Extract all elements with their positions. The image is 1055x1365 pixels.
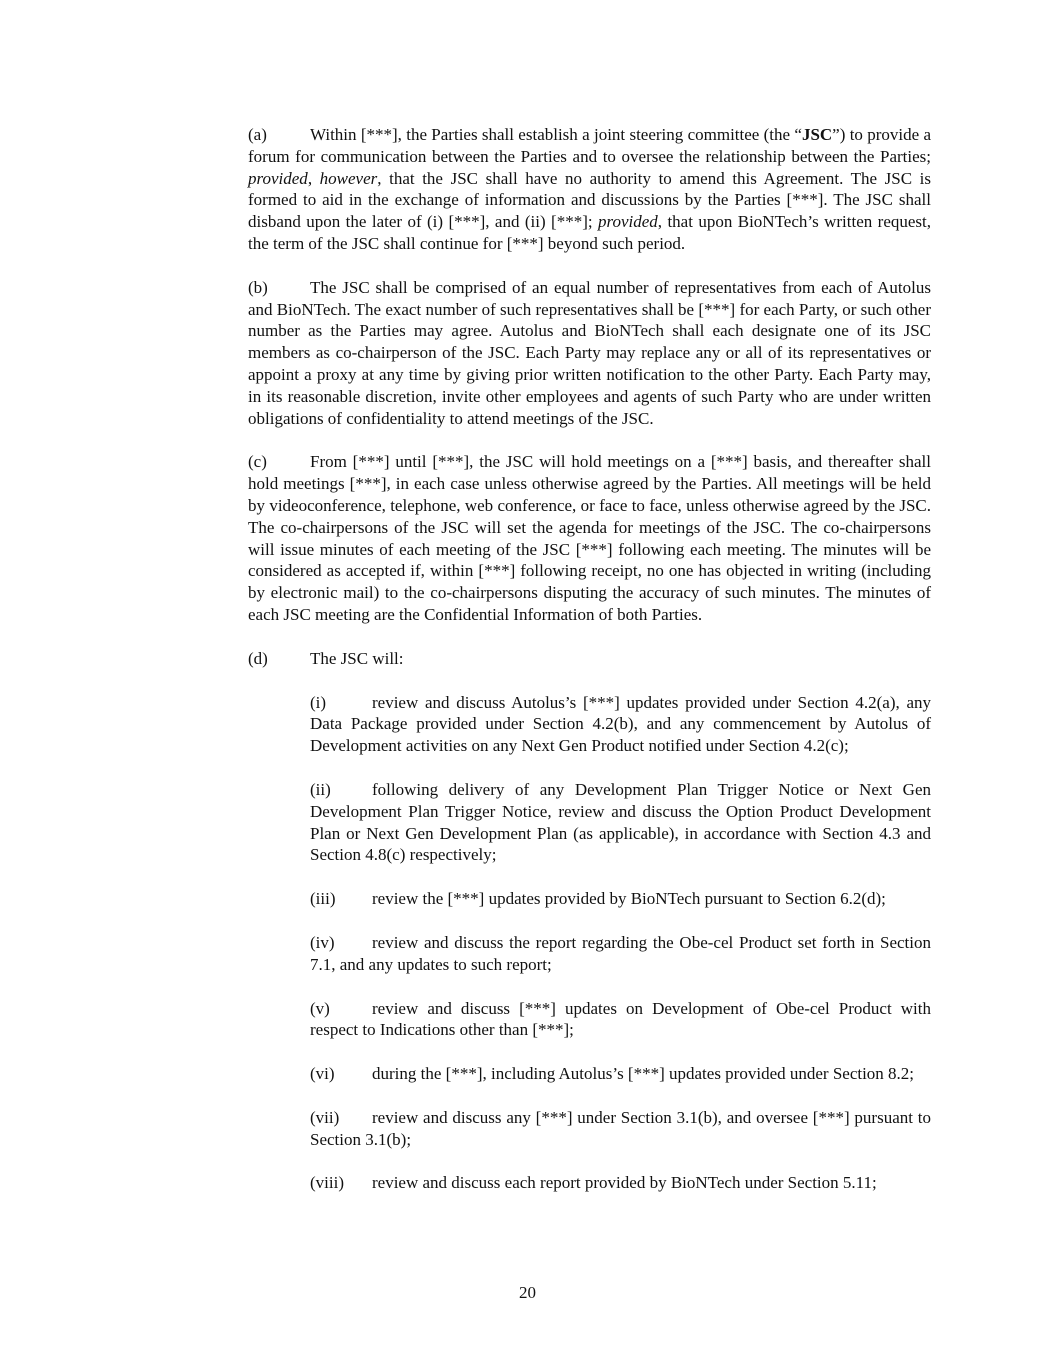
paragraph-a-label: (a) — [248, 125, 267, 144]
list-item-label: (viii) — [310, 1173, 344, 1193]
defined-term-jsc: JSC — [801, 125, 833, 144]
paragraph-d-label: (d) — [248, 648, 268, 668]
list-item-text: review and discuss Autolus’s [***] updates provided under Section 4.2(a), any Data Package provided under Section 4.2(b), and any commencement by Autolus of Development activities on any Next Gen Product notified under Section 4.2(c); — [310, 692, 931, 756]
paragraph-a-comma: , — [307, 168, 320, 188]
list-item-viii — [124, 1172, 931, 1194]
paragraph-a-text-2: ”) to provide a forum for communication between the Parties and to oversee the relationship between the Parties; — [248, 125, 932, 166]
list-item-text: review and discuss any [***] under Section 3.1(b), and oversee [***] pursuant to Section 3.1(b); — [310, 1107, 931, 1149]
list-item-iii — [124, 888, 931, 910]
list-item-text: during the [***], including Autolus’s [***] updates provided under Section 8.2; — [372, 1064, 915, 1084]
list-item-vi — [124, 1063, 931, 1085]
list-item-iv — [124, 932, 931, 976]
list-item-vii — [124, 1107, 931, 1151]
list-item-text: review and discuss the report regarding the Obe-cel Product set forth in Section 7.1, and any updates to such report; — [310, 932, 931, 974]
list-item-text: following delivery of any Development Plan Trigger Notice or Next Gen Development Plan Trigger Notice, review and discuss the Option Product Development Plan or Next Gen Development Plan (as applicable), in accordance with Section 4.3 and Section 4.8(c) respectively; — [310, 779, 931, 865]
list-item-text: review and discuss each report provided by BioNTech under Section 5.11; — [372, 1173, 877, 1193]
paragraph-c-label: (c) — [248, 452, 267, 472]
paragraph-c-text: From [***] until [***], the JSC will hold meetings on a [***] basis, and thereafter shall hold meetings [***], in each case unless otherwise agreed by the Parties. All meetings will be held by videoconference, telephone, web conference, or face to face, unless otherwise agreed by the JSC. The co-chairpersons of the JSC will set the agenda for meetings of the JSC. The co-chairpersons will issue minutes of each meeting of the JSC [***] following each meeting. The minutes will be considered as accepted if, within [***] following receipt, no one has objected in writing (including by electronic mail) to the co-chairpersons disputing the accuracy of such minutes. The minutes of each JSC meeting are the Confidential Information of both Parties. — [248, 452, 931, 624]
list-item-text: review the [***] updates provided by BioNTech pursuant to Section 6.2(d); — [372, 889, 886, 909]
document-page — [124, 124, 931, 1194]
list-item-v — [124, 998, 931, 1042]
page-number: 20 — [519, 1283, 536, 1302]
list-item-label: (iii) — [310, 889, 336, 909]
list-item-label: (iv) — [310, 932, 335, 952]
list-item-i — [124, 692, 931, 757]
list-item-label: (i) — [310, 692, 327, 712]
paragraph-d-text: The JSC will: — [310, 648, 404, 668]
list-item-ii — [124, 779, 931, 866]
paragraph-c — [124, 451, 931, 625]
paragraph-d — [124, 648, 931, 670]
paragraph-b-label: (b) — [248, 277, 268, 297]
list-item-label: (ii) — [310, 779, 331, 799]
provided-italic: provided — [248, 168, 308, 188]
list-item-label: (vi) — [310, 1064, 335, 1084]
paragraph-a — [124, 124, 931, 255]
paragraph-a-text-1: Within [***], the Parties shall establish a joint steering committee (the “ — [310, 125, 802, 144]
list-item-label: (vii) — [310, 1107, 340, 1127]
however-italic: however — [319, 168, 378, 188]
paragraph-a-text-4: , that upon BioNTech’s written request, the term of the JSC shall continue for [***] beyond such period. — [248, 212, 931, 253]
list-item-label: (v) — [310, 998, 330, 1018]
paragraph-a-text-3: , that the JSC shall have no authority to amend this Agreement. The JSC is formed to aid in the exchange of information and discussions by the Parties [***]. The JSC shall disband upon the later of (i) [***], and (ii) [***]; — [248, 168, 932, 232]
provided-italic-2: provided — [597, 212, 658, 232]
paragraph-b-text: The JSC shall be comprised of an equal number of representatives from each of Autolus and BioNTech. The exact number of such representatives shall be [***] for each Party, or such other number as the Parties may agree. Autolus and BioNTech shall each designate one of its JSC members as co-chairperson of the JSC. Each Party may replace any or all of its representatives or appoint a proxy at any time by giving prior written notification to the other Party. Each Party may, in its reasonable discretion, invite other employees and agents of such Party who are under written obligations of confidentiality to attend meetings of the JSC. — [248, 277, 931, 428]
list-item-text: review and discuss [***] updates on Development of Obe-cel Product with respect to Indications other than [***]; — [310, 998, 931, 1040]
paragraph-b — [124, 277, 931, 430]
